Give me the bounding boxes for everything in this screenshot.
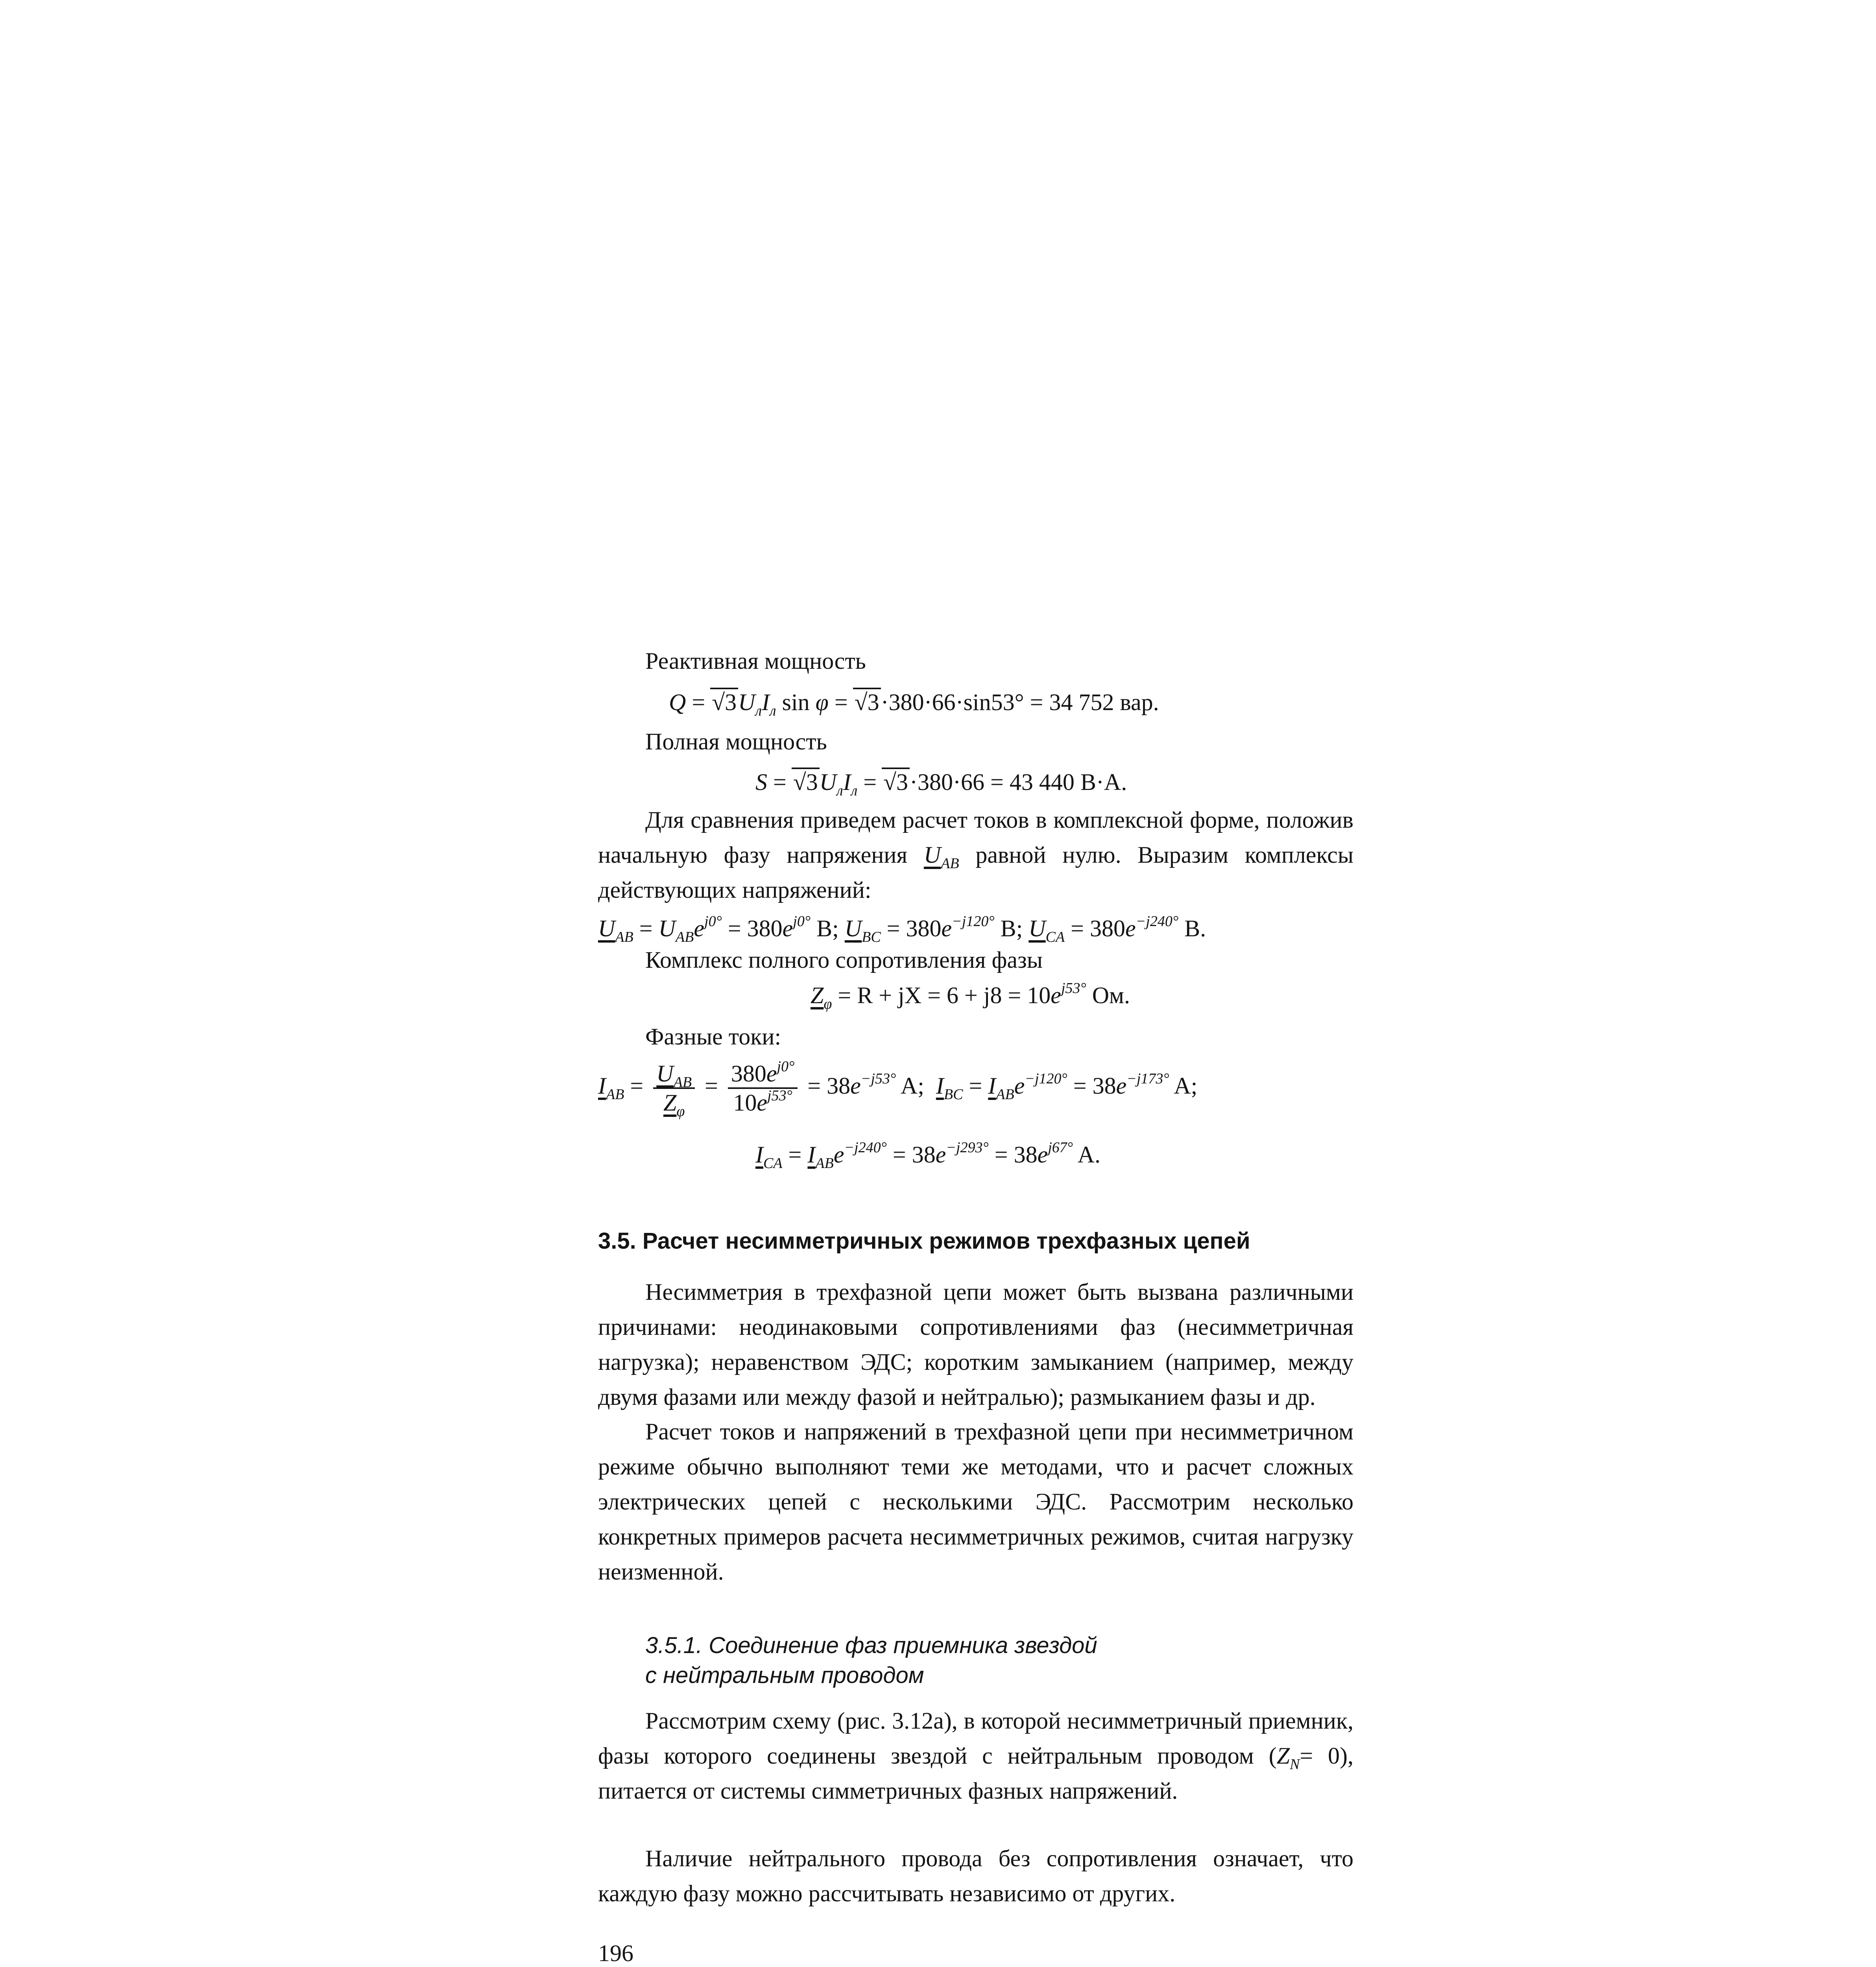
currents-formula-ab-bc: $I_{AB}$ = $\frac{U_{AB}}{Z_\varphi}$ = $\frac{380e^{j0^\circ}}{10e^{j53^\circ}}$ = $38e^{-j53^\circ}$ A; $I_{BC} = I_{AB}e^{-j120^\circ} = 38e^{-j173^\circ}$ A; <box>598 1058 1198 1120</box>
subsection-heading <box>645 1631 1097 1690</box>
section-heading: 3.5. Расчет несимметричных режимов трехфазных цепей <box>598 1228 1250 1254</box>
impedance-formula: $Z_\varphi = R$ + jX = $6 + j8 = 10e^{j53^\circ}$ Ом. <box>811 980 1130 1012</box>
currents-label: Фазные токи: <box>645 1024 781 1050</box>
reactive-power-label: Реактивная мощность <box>645 648 866 674</box>
star-connection-paragraph-2: Наличие нейтрального провода без сопротивления означает, что каждую фазу можно рассчитывать независимо от других. <box>598 1845 1353 1906</box>
star-connection-paragraph-1: Рассмотрим схему (рис. 3.12а), в которой несимметричный приемник, фазы которого соединены звездой с нейтральным проводом $(Z_N= 0)$, питается от системы симметричных фазных напряжений. <box>598 1708 1353 1804</box>
apparent-power-formula: $S = √3U_лI_л = √3\cdot 380\cdot 66 = 43$ 440 В·А. <box>755 766 1127 798</box>
subsection-heading-line-1: 3.5.1. Соединение фаз приемника звездой <box>645 1633 1097 1658</box>
impedance-label: Комплекс полного сопротивления фазы <box>645 947 1043 973</box>
voltages-formula: $U_{AB} = U_{AB}e^{j0^\circ} = 380e^{j0^\circ}$ В; $U_{BC} = 380e^{-j120^\circ}$ В; $U_{CA} = 380e^{-j240^\circ}$ В. <box>598 913 1206 945</box>
asymmetry-paragraph-2: Расчет токов и напряжений в трехфазной цепи при несимметричном режиме обычно выполняют теми же методами, что и расчет сложных электрических цепей с несколькими ЭДС. Рассмотрим несколько конкретных примеров расчета несимметричных режимов, считая нагрузку неизменной. <box>598 1419 1353 1585</box>
page-number: 196 <box>598 1940 633 1966</box>
complex-form-paragraph: Для сравнения приведем расчет токов в комплексной форме, положив начальную фазу напряжения $U_{AB}$ равной нулю. Выразим комплексы действующих напряжений: <box>598 807 1354 903</box>
currents-formula-ca: $I_{CA} = I_{AB}e^{-j240^\circ} = 38e^{-j293^\circ} = 38e^{j67^\circ}$ A. <box>755 1139 1101 1172</box>
reactive-power-formula: $Q = √3U_лI_л$ sin φ = √3·380·66·sin53° = 34 752 вар. <box>669 686 1159 718</box>
subsection-heading-line-2: с нейтральным проводом <box>645 1663 924 1688</box>
asymmetry-paragraph-1: Несимметрия в трехфазной цепи может быть вызвана различными причинами: неодинаковыми сопротивлениями фаз (несимметричная нагрузка); неравенством ЭДС; коротким замыканием (например, между двумя фазами или между фазой и нейтралью); размыканием фазы и др. <box>598 1279 1353 1410</box>
apparent-power-label: Полная мощность <box>645 729 827 755</box>
